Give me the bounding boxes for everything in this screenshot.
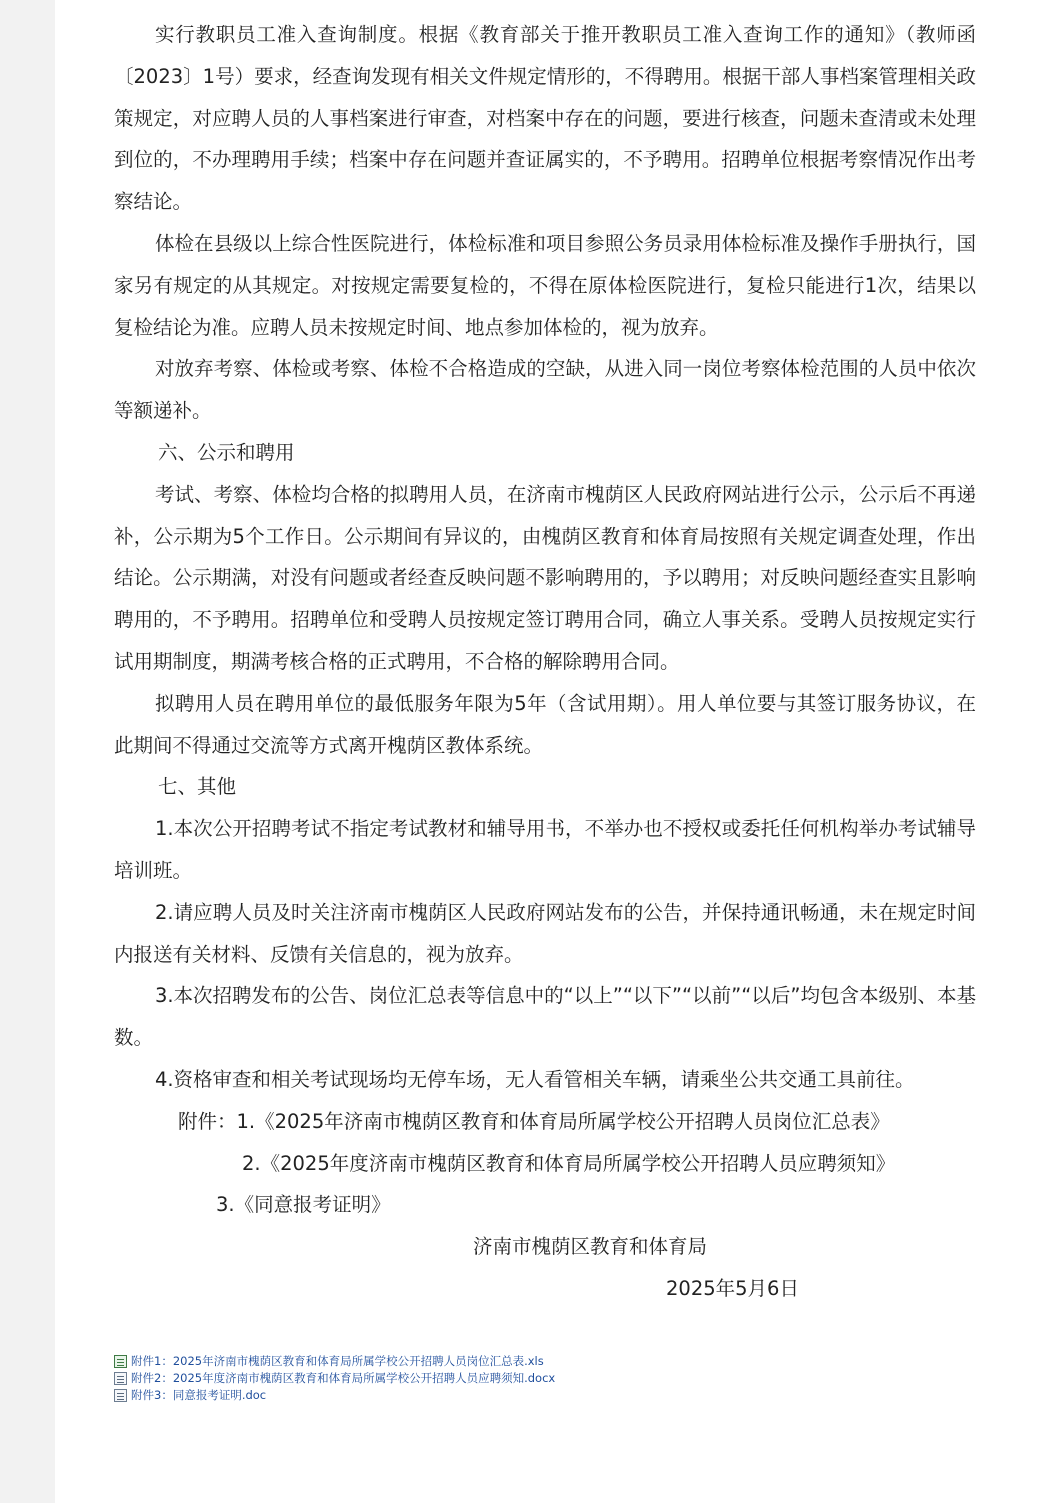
attachment-link[interactable] bbox=[114, 1370, 555, 1387]
attachment-link[interactable] bbox=[114, 1387, 555, 1404]
list-item: 4.资格审查和相关考试现场均无停车场，无人看管相关车辆，请乘坐公共交通工具前往。 bbox=[154, 1067, 915, 1091]
attachment-line: 3.《同意报考证明》 bbox=[216, 1193, 391, 1217]
word-file-icon bbox=[114, 1389, 127, 1402]
section-heading: 七、其他 bbox=[158, 775, 237, 799]
excel-file-icon bbox=[114, 1355, 127, 1368]
paragraph: 拟聘用人员在聘用单位的最低服务年限为5年（含试用期）。用人单位要与其签订服务协议，在此期间不得通过交流等方式离开槐荫区教体系统。 bbox=[114, 691, 976, 757]
list-item: 3.本次招聘发布的公告、岗位汇总表等信息中的“以上”“以下”“以前”“以后”均包含本级别、本基数。 bbox=[114, 984, 976, 1050]
signature-date: 2025年5月6日 bbox=[666, 1276, 799, 1300]
document-body bbox=[114, 14, 976, 1310]
attachment-link-label[interactable]: 附件3：同意报考证明.doc bbox=[131, 1388, 267, 1402]
section-heading: 六、公示和聘用 bbox=[158, 440, 295, 464]
list-item: 2.请应聘人员及时关注济南市槐荫区人民政府网站发布的公告，并保持通讯畅通，未在规定时间内报送有关材料、反馈有关信息的，视为放弃。 bbox=[114, 900, 976, 966]
attachment-link[interactable] bbox=[114, 1353, 555, 1370]
paragraph: 体检在县级以上综合性医院进行，体检标准和项目参照公务员录用体检标准及操作手册执行，国家另有规定的从其规定。对按规定需要复检的，不得在原体检医院进行，复检只能进行1次，结果以复检结论为准。应聘人员未按规定时间、地点参加体检的，视为放弃。 bbox=[114, 231, 976, 339]
attachment-line: 附件：1.《2025年济南市槐荫区教育和体育局所属学校公开招聘人员岗位汇总表》 bbox=[178, 1109, 890, 1133]
attachment-line: 2.《2025年度济南市槐荫区教育和体育局所属学校公开招聘人员应聘须知》 bbox=[242, 1151, 896, 1175]
paragraph: 对放弃考察、体检或考察、体检不合格造成的空缺，从进入同一岗位考察体检范围的人员中依次等额递补。 bbox=[114, 357, 976, 423]
attachment-link-label[interactable]: 附件2：2025年度济南市槐荫区教育和体育局所属学校公开招聘人员应聘须知.docx bbox=[131, 1371, 556, 1385]
signature-org: 济南市槐荫区教育和体育局 bbox=[473, 1235, 708, 1259]
word-file-icon bbox=[114, 1372, 127, 1385]
attachment-links bbox=[114, 1353, 555, 1404]
list-item: 1.本次公开招聘考试不指定考试教材和辅导用书，不举办也不授权或委托任何机构举办考试辅导培训班。 bbox=[114, 817, 976, 882]
attachment-link-label[interactable]: 附件1：2025年济南市槐荫区教育和体育局所属学校公开招聘人员岗位汇总表.xls bbox=[131, 1354, 544, 1368]
paragraph: 考试、考察、体检均合格的拟聘用人员，在济南市槐荫区人民政府网站进行公示，公示后不再递补，公示期为5个工作日。公示期间有异议的，由槐荫区教育和体育局按照有关规定调查处理，作出结论。公示期满，对没有问题或者经查反映问题不影响聘用的，予以聘用；对反映问题经查实且影响聘用的，不予聘用。招聘单位和受聘人员按规定签订聘用合同，确立人事关系。受聘人员按规定实行试用期制度，期满考核合格的正式聘用，不合格的解除聘用合同。 bbox=[114, 482, 976, 673]
paragraph: 实行教职员工准入查询制度。根据《教育部关于推开教职员工准入查询工作的通知》（教师函〔2023〕1号）要求，经查询发现有相关文件规定情形的，不得聘用。根据干部人事档案管理相关政策规定，对应聘人员的人事档案进行审查，对档案中存在的问题，要进行核查，问题未查清或未处理到位的，不办理聘用手续；档案中存在问题并查证属实的，不予聘用。招聘单位根据考察情况作出考察结论。 bbox=[114, 23, 976, 214]
page-margin-band bbox=[0, 0, 55, 1503]
